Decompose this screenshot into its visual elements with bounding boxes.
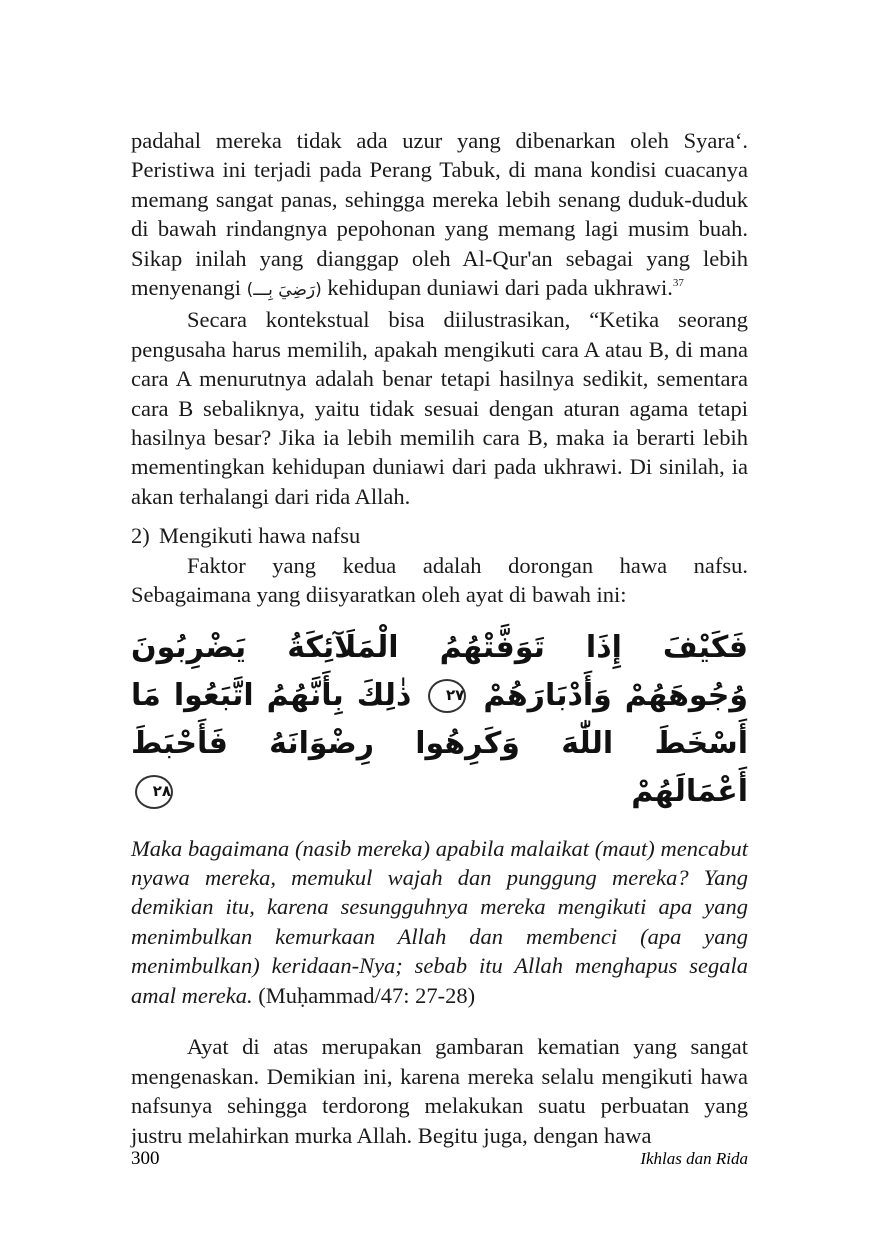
arabic-inline-term: (رَضِيَ بِـــ) [246, 280, 322, 301]
quran-verse-28: ذٰلِكَ بِأَنَّهُمُ اتَّبَعُوا مَا أَسْخَطَ اللّٰهَ وَكَرِهُوا رِضْوَانَهُ فَأَحْبَطَ أَعْمَالَهُمْ [131, 677, 748, 809]
paragraph-2: Secara kontekstual bisa diilustrasikan, “Ketika seorang pengusaha harus memilih, apakah mengikuti cara A atau B, di mana cara A menurutnya adalah benar tetapi hasilnya sedikit, sementara cara B sebaliknya, yaitu tidak sesuai dengan aturan agama tetapi hasilnya besar? Jika ia lebih memilih cara B, maka ia berarti lebih mementingkan kehidupan duniawi dari pada ukhrawi. Di sinilah, ia akan terhalangi dari rida Allah. [131, 307, 748, 509]
quran-verse-block [131, 624, 748, 816]
running-title: Ikhlas dan Rida [640, 1149, 748, 1168]
paragraph-1-text: padahal mereka tidak ada uzur yang dibenarkan oleh Syara‘. Peristiwa ini terjadi pada Perang Tabuk, di mana kondisi cuacanya memang sangat panas, sehingga mereka lebih senang duduk-duduk di bawah rindangnya pepohonan yang memang lagi musim buah. Sikap inilah yang dianggap oleh Al-Qur'an sebagai yang lebih menyenangi [131, 128, 748, 301]
quran-verse-27: فَكَيْفَ إِذَا تَوَفَّتْهُمُ الْمَلَآئِكَةُ يَضْرِبُونَ وُجُوهَهُمْ وَأَدْبَارَهُمْ [131, 629, 748, 713]
page-number: 300 [131, 1148, 160, 1169]
verse-translation [131, 834, 748, 1010]
list-item-2 [131, 521, 748, 550]
verse-reference: (Muḥammad/47: 27-28) [258, 982, 476, 1008]
paragraph-4: Ayat di atas merupakan gambaran kematian yang sangat mengenaskan. Demikian ini, karena mereka selalu mengikuti hawa nafsunya sehingga terdorong melakukan suatu perbuatan yang justru melahirkan murka Allah. Begitu juga, dengan hawa [131, 1034, 748, 1148]
paragraph-1 [131, 126, 748, 305]
translation-text: Maka bagaimana (nasib mereka) apabila malaikat (maut) mencabut nyawa mereka, memukul wajah dan punggung mereka? Yang demikian itu, karena sesungguhnya mereka mengikuti apa yang menimbulkan kemurkaan Allah dan membenci (apa yang menimbulkan) keridaan-Nya; sebab itu Allah menghapus segala amal mereka. [131, 835, 748, 1008]
ayah-marker-27-icon: ٢٧ [428, 679, 466, 713]
paragraph-3: Faktor yang kedua adalah dorongan hawa nafsu. Sebagaimana yang diisyaratkan oleh ayat di bawah ini: [131, 552, 748, 608]
footnote-reference[interactable]: 37 [672, 277, 684, 290]
ayah-marker-28-icon: ٢٨ [135, 775, 173, 809]
page-body [131, 126, 748, 1150]
list-item-number: 2) [131, 523, 150, 549]
list-item-label: Mengikuti hawa nafsu [159, 523, 361, 549]
paragraph-1-continuation: kehidupan duniawi dari pada ukhrawi. [327, 275, 673, 301]
